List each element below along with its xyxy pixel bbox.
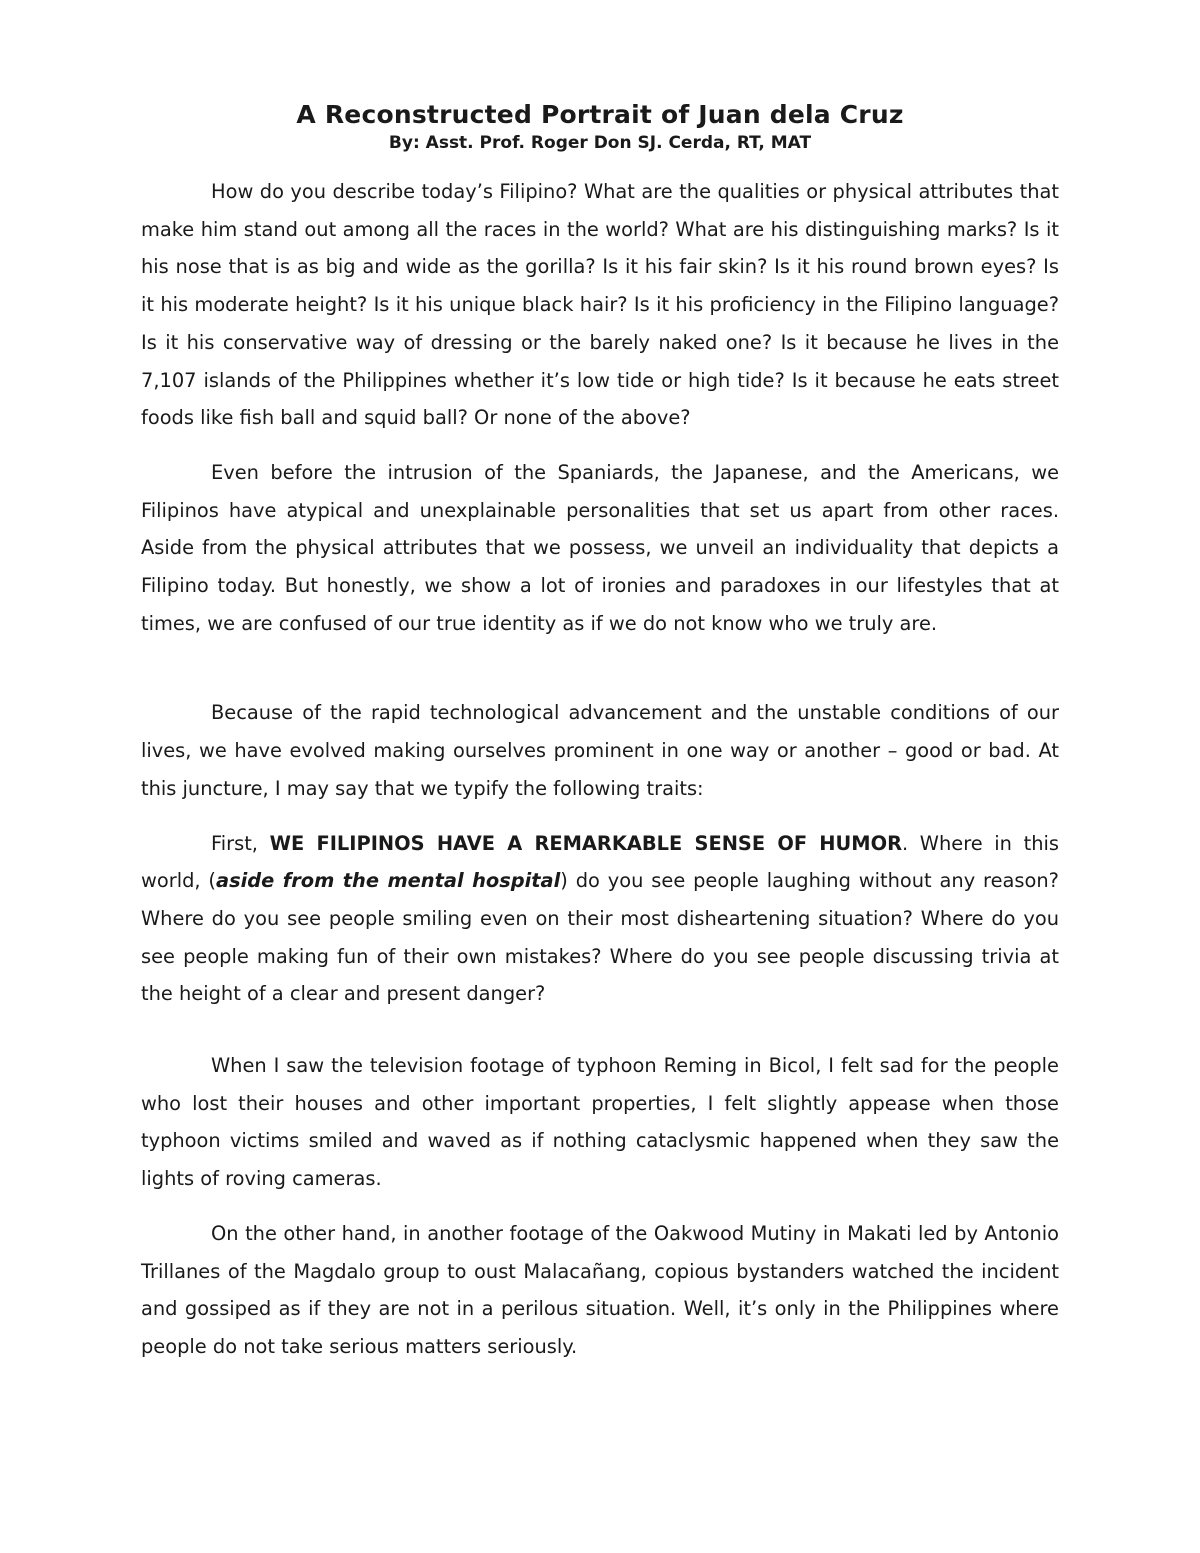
- humor-mid: . Where in this world, (: [141, 831, 1059, 893]
- author-byline: By: Asst. Prof. Roger Don SJ. Cerda, RT, MAT: [388, 133, 812, 153]
- document-body: [141, 98, 1059, 1366]
- humor-lead: First,: [211, 831, 270, 855]
- paragraph-traits-intro: Because of the rapid technological advancement and the unstable conditions of our lives, we have evolved making ourselves prominent in one way or another – good or bad. At this juncture, I may say that we typify the following traits:: [141, 701, 1059, 800]
- paragraph-personalities: Even before the intrusion of the Spaniards, the Japanese, and the Americans, we Filipinos have atypical and unexplainable personalities that set us apart from other races. Aside from the physical attributes that we possess, we unveil an individuality that depicts a Filipino today. But honestly, we show a lot of ironies and paradoxes in our lifestyles that at times, we are confused of our true identity as if we do not know who we truly are.: [141, 460, 1059, 635]
- paragraph-sense-of-humor: [141, 825, 1059, 1014]
- aside-phrase: aside from the mental hospital: [216, 869, 561, 893]
- paragraph-oakwood-mutiny: On the other hand, in another footage of the Oakwood Mutiny in Makati led by Antonio Trillanes of the Magdalo group to oust Malacañang, copious bystanders watched the incident and gossiped as if they are not in a perilous situation. Well, it’s only in the Philippines where people do not take serious matters seriously.: [141, 1221, 1059, 1358]
- humor-rest: ) do you see people laughing without any reason? Where do you see people smiling even on their most disheartening situation? Where do you see people making fun of their own mistakes? Where do you see people discussing trivia at the height of a clear and present danger?: [141, 869, 1059, 1006]
- trait-heading: WE FILIPINOS HAVE A REMARKABLE SENSE OF HUMOR: [269, 831, 902, 855]
- paragraph-typhoon-reming: When I saw the television footage of typhoon Reming in Bicol, I felt sad for the people who lost their houses and other important properties, I felt slightly appease when those typhoon victims smiled and waved as if nothing cataclysmic happened when they saw the lights of roving cameras.: [141, 1054, 1059, 1191]
- paragraph-intro: How do you describe today’s Filipino? What are the qualities or physical attributes that make him stand out among all the races in the world? What are his distinguishing marks? Is it his nose that is as big and wide as the gorilla? Is it his fair skin? Is it his round brown eyes? Is it his moderate height? Is it his unique black hair? Is it his proficiency in the Filipino language? Is it his conservative way of dressing or the barely naked one? Is it because he lives in the 7,107 islands of the Philippines whether it’s low tide or high tide? Is it because he eats street foods like fish ball and squid ball? Or none of the above?: [141, 180, 1059, 430]
- document-title: A Reconstructed Portrait of Juan dela Cruz: [296, 100, 904, 129]
